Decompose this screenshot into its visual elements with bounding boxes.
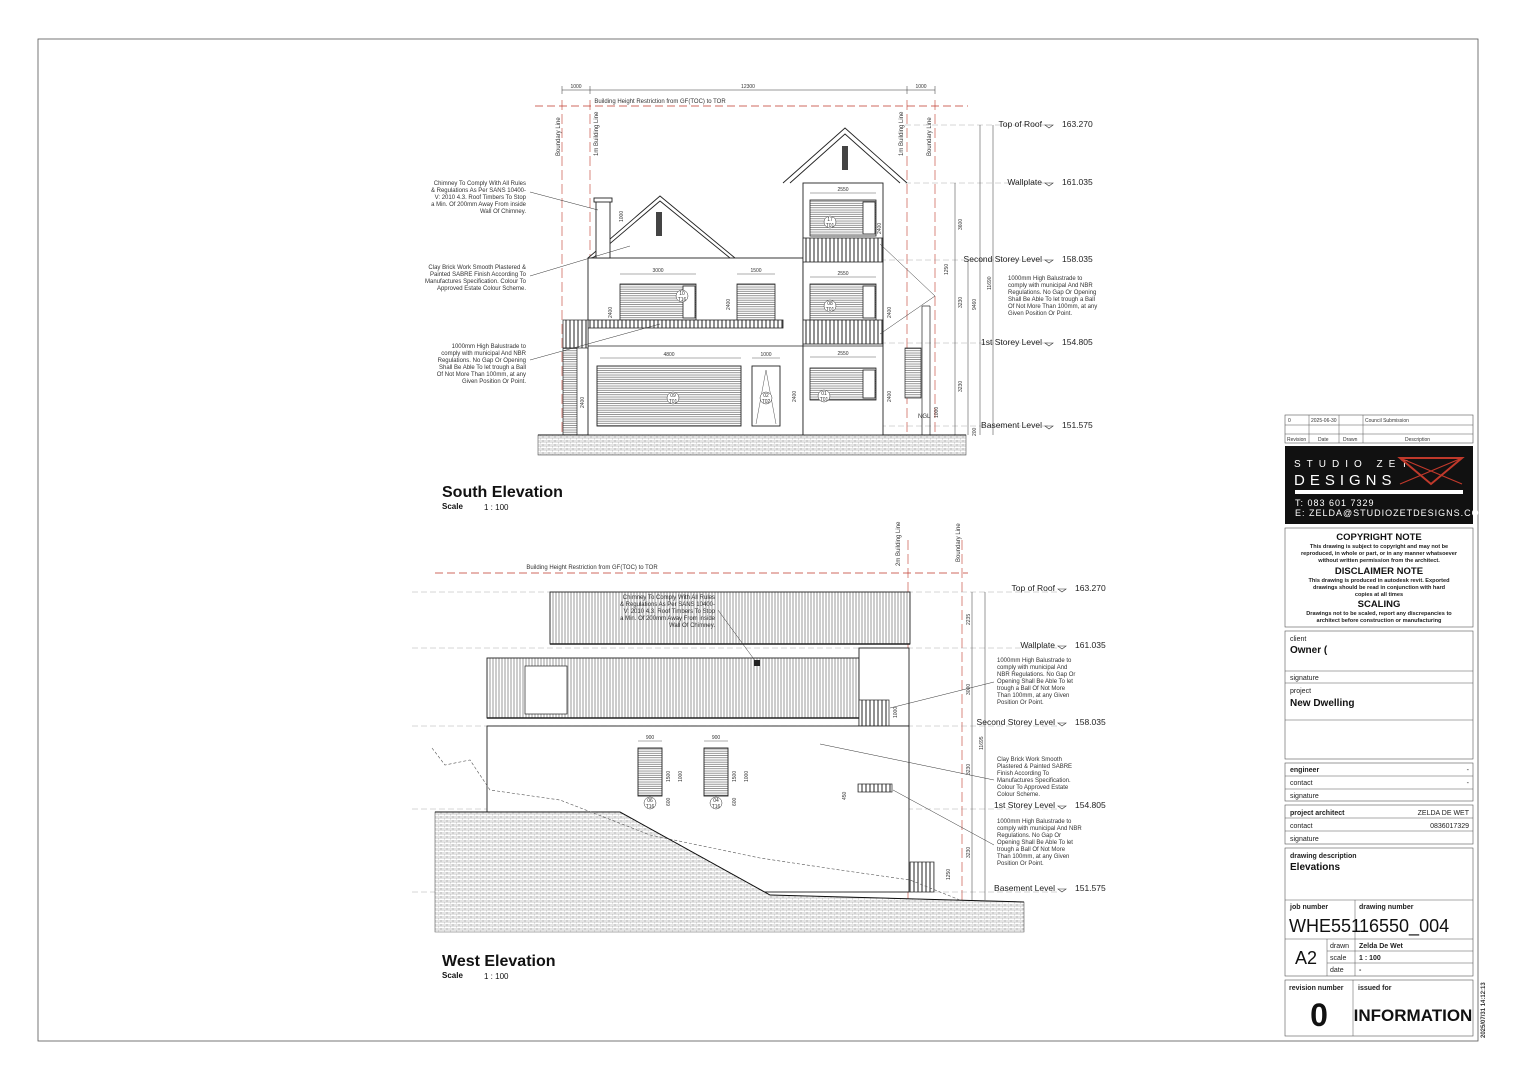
- level-name: Second Storey Level: [963, 254, 1042, 264]
- svg-text:1000mm High Balustrade to: 1000mm High Balustrade to: [997, 658, 1072, 664]
- boundary-line-label: Boundary Line: [556, 117, 562, 156]
- west-elevation: [412, 521, 1106, 981]
- svg-text:Painted SABRE Finish According: Painted SABRE Finish According To: [430, 272, 526, 278]
- note-brick: [425, 265, 527, 292]
- scaling-title: SCALING: [1357, 599, 1401, 610]
- dim-text: 2400: [608, 306, 614, 318]
- svg-text:trough a Ball Of Not More: trough a Ball Of Not More: [997, 847, 1066, 853]
- svg-text:Chimney To Comply With All Rul: Chimney To Comply With All Rules: [433, 181, 526, 187]
- svg-text:Colour To Approved Estate: Colour To Approved Estate: [997, 785, 1069, 791]
- dim-text: 1500: [666, 770, 672, 782]
- svg-text:Shall Be Able To let trough a: Shall Be Able To let trough a Ball: [439, 365, 526, 371]
- drawn-value: Zelda De Wet: [1359, 943, 1403, 950]
- level-value: 161.035: [1062, 177, 1093, 187]
- dim-text: 1250: [944, 263, 950, 275]
- svg-text:Clay Brick Work Smooth: Clay Brick Work Smooth: [997, 757, 1062, 763]
- engineer-value: -: [1466, 767, 1469, 774]
- svg-text:Colour Scheme.: Colour Scheme.: [997, 792, 1041, 798]
- dim-text: 4800: [663, 352, 675, 358]
- dim-text: 2550: [837, 351, 849, 357]
- dim-text: 12300: [741, 84, 755, 90]
- svg-text:a Min. Of 200mm Away From insi: a Min. Of 200mm Away From inside: [620, 616, 715, 622]
- level-value: 151.575: [1075, 883, 1106, 893]
- window-tag: 02: [763, 393, 769, 399]
- dim-text: 200: [972, 427, 978, 436]
- svg-text:Than 100mm, at any Given: Than 100mm, at any Given: [997, 854, 1070, 860]
- copyright-text: reproduced, in whole or part, or in any manner whatsoever: [1300, 551, 1458, 557]
- svg-text:Manufactures Specification. Co: Manufactures Specification. Colour To: [425, 279, 526, 285]
- level-name: Top of Roof: [1011, 583, 1055, 593]
- ngl-label: NGL: [918, 414, 931, 420]
- issued-for-label: issued for: [1358, 985, 1392, 992]
- svg-text:trough a Ball Of Not More: trough a Ball Of Not More: [997, 686, 1066, 692]
- south-elevation-title: South Elevation: [442, 484, 563, 501]
- svg-text:Clay Brick Work Smooth Plaster: Clay Brick Work Smooth Plastered &: [428, 265, 526, 271]
- dim-text: 1000: [678, 770, 684, 782]
- dim-text: 2235: [966, 613, 972, 625]
- dim-text: 900: [711, 735, 721, 741]
- dim-text: 2400: [887, 306, 893, 318]
- level-name: Basement Level: [981, 420, 1042, 430]
- svg-text:1000mm High Balustrade to: 1000mm High Balustrade to: [451, 344, 526, 350]
- level-name: 1st Storey Level: [981, 337, 1042, 347]
- svg-text:Opening Shall Be Able To let: Opening Shall Be Able To let: [997, 679, 1073, 685]
- note-brick: [997, 757, 1072, 798]
- window-tag: 01: [821, 391, 827, 397]
- south-elevation: [425, 84, 1097, 512]
- project-value: New Dwelling: [1290, 698, 1355, 709]
- revision-header: Drawn: [1343, 437, 1358, 443]
- window-tag: T01: [825, 307, 835, 313]
- drawn-label: drawn: [1330, 943, 1350, 950]
- svg-text:1000mm High Balustrade to: 1000mm High Balustrade to: [1008, 276, 1083, 282]
- revision-value: 0: [1288, 418, 1291, 424]
- height-restriction-label: Building Height Restriction from GF(TOC) to TOR: [526, 565, 658, 571]
- scale-label: scale: [1330, 955, 1347, 962]
- level-name: 1st Storey Level: [994, 800, 1055, 810]
- contact-label: contact: [1290, 780, 1313, 787]
- window-tag: T02: [761, 399, 771, 405]
- window-tag: 17: [827, 217, 833, 223]
- note-balustrade-left: [437, 344, 527, 385]
- dim-text: 1000: [934, 406, 940, 418]
- dim-text: 3230: [958, 296, 964, 308]
- svg-text:Wall Of Chimney.: Wall Of Chimney.: [479, 209, 526, 215]
- architect-value: ZELDA DE WET: [1417, 810, 1469, 817]
- scaling-text: architect before construction or manufacturing: [1316, 618, 1442, 624]
- dim-text: 3600: [958, 218, 964, 230]
- south-level-markers: [964, 119, 1093, 430]
- building-line-label: 2m Building Line: [896, 521, 902, 566]
- sheet-size: A2: [1295, 948, 1318, 968]
- level-name: Wallplate: [1020, 640, 1055, 650]
- building-line-label: 1m Building Line: [899, 111, 905, 156]
- boundary-line-label: Boundary Line: [956, 523, 962, 562]
- svg-text:Regulations. No Gap Or Opening: Regulations. No Gap Or Opening: [1008, 290, 1097, 296]
- svg-text:Wall Of Chimney.: Wall Of Chimney.: [668, 623, 715, 629]
- svg-text:comply with municipal And: comply with municipal And: [997, 665, 1068, 671]
- dim-text: 3230: [958, 380, 964, 392]
- copyright-title: COPYRIGHT NOTE: [1336, 532, 1422, 543]
- window-tag: 08: [827, 301, 833, 307]
- window-tag: T01: [668, 399, 678, 405]
- svg-text:Position Or Point.: Position Or Point.: [997, 700, 1044, 706]
- title-block: [1285, 415, 1488, 1038]
- dim-text: 1000: [570, 84, 582, 90]
- level-value: 158.035: [1075, 717, 1106, 727]
- dim-text: 1000: [893, 706, 899, 718]
- note-balustrade-right: [1008, 276, 1097, 317]
- dim-text: 11695: [979, 736, 985, 750]
- svg-text:V: 2010 4.3. Roof Timbers To S: V: 2010 4.3. Roof Timbers To Stop: [623, 609, 715, 615]
- revision-description: Council Submission: [1365, 418, 1409, 424]
- height-restriction-label: Building Height Restriction from GF(TOC) to TOR: [594, 99, 726, 105]
- disclaimer-text: copies at all times: [1354, 592, 1404, 598]
- svg-text:Given Position Or Point.: Given Position Or Point.: [1008, 311, 1073, 317]
- date-value: -: [1359, 967, 1362, 974]
- svg-text:comply with municipal And NBR: comply with municipal And NBR: [441, 351, 526, 357]
- dim-text: 3230: [966, 846, 972, 858]
- job-number-label: job number: [1290, 904, 1329, 911]
- level-name: Wallplate: [1007, 177, 1042, 187]
- svg-text:Approved Estate Colour Scheme.: Approved Estate Colour Scheme.: [436, 286, 526, 292]
- svg-text:1000mm High Balustrade to: 1000mm High Balustrade to: [997, 819, 1072, 825]
- dim-text: 1000: [619, 210, 625, 222]
- dim-text: 1000: [915, 84, 927, 90]
- dim-text: 900: [645, 735, 655, 741]
- svg-text:DESIGNS: DESIGNS: [1294, 472, 1397, 489]
- dim-text: 3230: [966, 763, 972, 775]
- disclaimer-title: DISCLAIMER NOTE: [1334, 566, 1424, 577]
- dim-text: 1000: [744, 770, 750, 782]
- scaling-text: Drawings not to be scaled, report any discrepancies to: [1306, 611, 1452, 617]
- disclaimer-text: drawings should be read in conjunction with hard: [1312, 585, 1446, 591]
- scale-value: 1 : 100: [484, 503, 509, 512]
- note-chimney: [431, 181, 527, 215]
- level-value: 163.270: [1062, 119, 1093, 129]
- level-name: Second Storey Level: [976, 717, 1055, 727]
- engineer-contact: -: [1466, 780, 1469, 787]
- issued-for-value: INFORMATION: [1353, 1006, 1473, 1025]
- svg-text:Regulations. No Gap Or: Regulations. No Gap Or: [997, 833, 1062, 839]
- drawing-description-value: Elevations: [1290, 862, 1341, 873]
- svg-text:Plastered & Painted SABRE: Plastered & Painted SABRE: [997, 764, 1073, 770]
- svg-text:& Regulations As Per SANS 1040: & Regulations As Per SANS 10400-: [430, 188, 526, 194]
- svg-text:V: 2010 4.3. Roof Timbers To S: V: 2010 4.3. Roof Timbers To Stop: [434, 195, 526, 201]
- level-value: 154.805: [1075, 800, 1106, 810]
- window-tag: T16: [645, 804, 655, 810]
- disclaimer-text: This drawing is produced in autodesk revit. Exported: [1308, 578, 1450, 584]
- window-tag: T01: [825, 223, 835, 229]
- window-tag: 06: [647, 798, 653, 804]
- dim-text: 1500: [732, 770, 738, 782]
- svg-text:Regulations. No Gap Or Opening: Regulations. No Gap Or Opening: [437, 358, 526, 364]
- dim-text: 3000: [966, 683, 972, 695]
- revision-number-value: 0: [1310, 997, 1328, 1033]
- dim-text: 11690: [987, 276, 993, 290]
- svg-text:Of Not More Than 100mm, at any: Of Not More Than 100mm, at any: [436, 372, 526, 378]
- svg-text:E: ZELDA@STUDIOZETDESIGNS.COM: E: ZELDA@STUDIOZETDESIGNS.COM: [1295, 508, 1489, 518]
- revision-header: Description: [1405, 437, 1431, 443]
- dim-text: 9460: [972, 298, 978, 310]
- window-tag: 10: [679, 291, 685, 297]
- window-tag: T01: [819, 397, 829, 403]
- dim-text: 1250: [946, 868, 952, 880]
- svg-text:Chimney To Comply With All Rul: Chimney To Comply With All Rules: [622, 595, 715, 601]
- dim-text: 3000: [652, 268, 664, 274]
- signature-label: signature: [1290, 836, 1319, 843]
- drawing-number-value: 16550_004: [1359, 916, 1450, 936]
- architect-label: project architect: [1290, 810, 1345, 817]
- dim-text: 2400: [726, 298, 732, 310]
- level-value: 158.035: [1062, 254, 1093, 264]
- boundary-line-label: Boundary Line: [927, 117, 933, 156]
- revision-header: Revision: [1287, 437, 1307, 443]
- date-label: date: [1330, 967, 1344, 974]
- dim-text: 450: [842, 791, 848, 800]
- scale-value: 1 : 100: [1359, 955, 1381, 962]
- job-number-value: WHE551: [1289, 916, 1362, 936]
- contact-label: contact: [1290, 823, 1313, 830]
- west-elevation-title: West Elevation: [442, 953, 556, 970]
- window-tag: 04: [713, 798, 719, 804]
- svg-text:Given Position Or Point.: Given Position Or Point.: [461, 379, 526, 385]
- drawing-number-label: drawing number: [1359, 904, 1414, 911]
- dim-text: 2550: [837, 271, 849, 277]
- engineer-label: engineer: [1290, 767, 1320, 774]
- svg-text:Position Or Point.: Position Or Point.: [997, 861, 1044, 867]
- dim-text: 2400: [877, 222, 883, 234]
- level-value: 161.035: [1075, 640, 1106, 650]
- note-balustrade-bottom: [997, 819, 1082, 867]
- svg-text:& Regulations As Per SANS 1040: & Regulations As Per SANS 10400-: [619, 602, 715, 608]
- dim-text: 2400: [792, 390, 798, 402]
- svg-text:Finish According To: Finish According To: [997, 771, 1049, 777]
- revision-date: 2025-06-30: [1311, 418, 1337, 424]
- level-name: Top of Roof: [998, 119, 1042, 129]
- dim-text: 600: [666, 797, 672, 806]
- signature-label: signature: [1290, 675, 1319, 682]
- building-line-label: 1m Building Line: [594, 111, 600, 156]
- svg-text:Manufactures Specification.: Manufactures Specification.: [997, 778, 1071, 784]
- level-value: 163.270: [1075, 583, 1106, 593]
- project-label: project: [1290, 688, 1312, 695]
- svg-text:T: 083 601 7329: T: 083 601 7329: [1295, 498, 1375, 508]
- scale-label: Scale: [442, 971, 463, 980]
- svg-text:NBR Regulations. No Gap Or: NBR Regulations. No Gap Or: [997, 672, 1076, 678]
- svg-text:Opening Shall Be Able To let: Opening Shall Be Able To let: [997, 840, 1073, 846]
- copyright-text: This drawing is subject to copyright and may not be: [1309, 544, 1449, 550]
- svg-text:STUDIO ZET: STUDIO ZET: [1294, 459, 1414, 470]
- window-tag: T16: [711, 804, 721, 810]
- window-tag: 09: [670, 393, 676, 399]
- window-tag: T16: [677, 297, 687, 303]
- svg-text:Of Not More Than 100mm, at any: Of Not More Than 100mm, at any: [1008, 304, 1098, 310]
- client-label: client: [1290, 636, 1307, 643]
- scale-label: Scale: [442, 502, 463, 511]
- svg-text:comply with municipal And NBR: comply with municipal And NBR: [1008, 283, 1093, 289]
- level-value: 151.575: [1062, 420, 1093, 430]
- dim-text: 2550: [837, 187, 849, 193]
- scale-value: 1 : 100: [484, 972, 509, 981]
- architect-contact: 0836017329: [1430, 823, 1469, 830]
- client-value: Owner (: [1290, 645, 1328, 656]
- dim-text: 2400: [580, 396, 586, 408]
- level-name: Basement Level: [994, 883, 1055, 893]
- revision-number-label: revision number: [1289, 985, 1344, 992]
- svg-text:Than 100mm, at any Given: Than 100mm, at any Given: [997, 693, 1070, 699]
- signature-label: signature: [1290, 793, 1319, 800]
- copyright-text: without written permission from the architect.: [1318, 558, 1440, 564]
- dim-text: 1500: [750, 268, 762, 274]
- print-stamp: 2025/07/31 14:12:13: [1481, 982, 1487, 1038]
- svg-text:a Min. Of 200mm Away From insi: a Min. Of 200mm Away From inside: [431, 202, 526, 208]
- revision-header: Date: [1318, 437, 1329, 443]
- dim-text: 1000: [760, 352, 772, 358]
- drawing-description-label: drawing description: [1290, 853, 1357, 860]
- level-value: 154.805: [1062, 337, 1093, 347]
- svg-text:Shall Be Able To let trough a: Shall Be Able To let trough a Ball: [1008, 297, 1095, 303]
- svg-text:comply with municipal And NBR: comply with municipal And NBR: [997, 826, 1082, 832]
- dim-text: 2400: [887, 390, 893, 402]
- dim-text: 600: [732, 797, 738, 806]
- note-balustrade-top: [997, 658, 1075, 706]
